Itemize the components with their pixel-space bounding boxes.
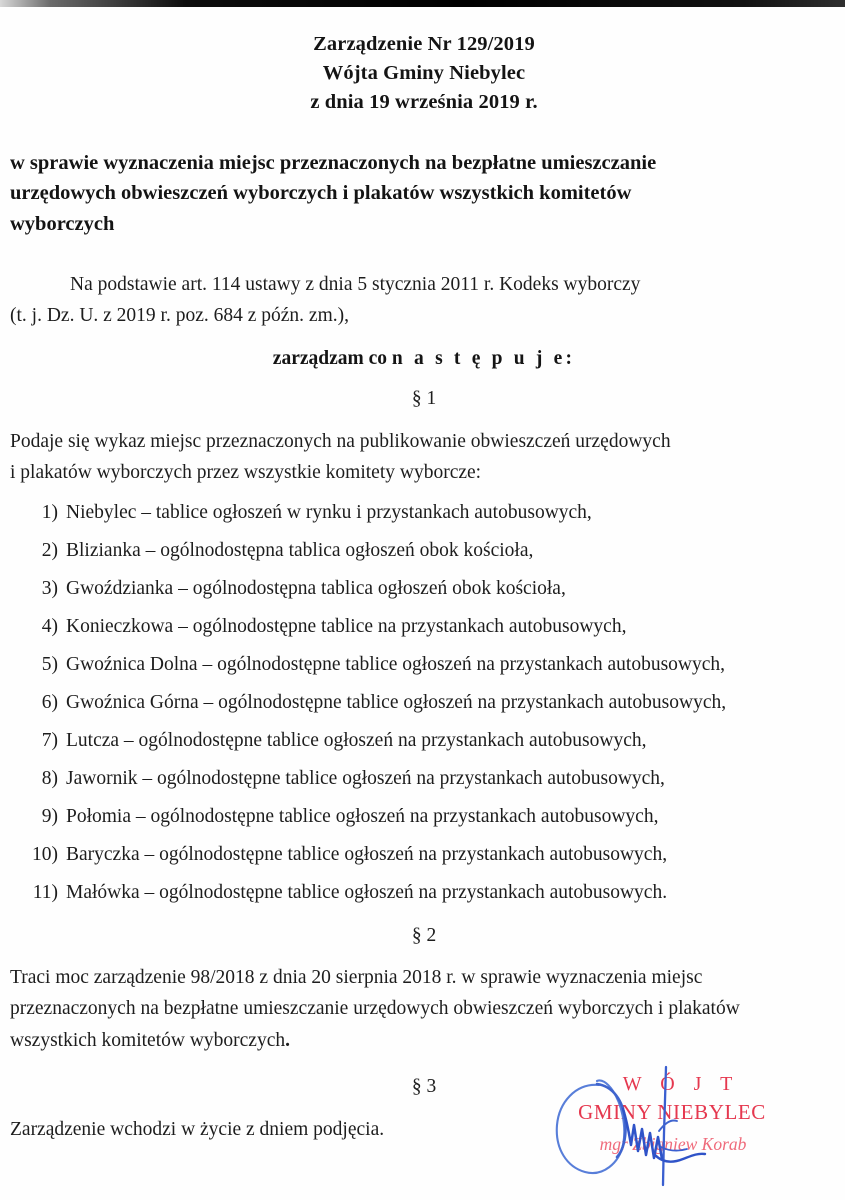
list-item-number: 9) xyxy=(41,806,58,828)
section-1-intro-line-2: i plakatów wyborczych przez wszystkie komitety wyborcze: xyxy=(10,462,482,484)
section-2-line-3 xyxy=(10,1025,838,1057)
list-item-number: 10) xyxy=(32,844,58,866)
scan-edge-artifact xyxy=(0,0,845,7)
section-2-line-3-period: . xyxy=(285,1029,290,1051)
section-1-intro xyxy=(10,426,838,489)
list-item-number: 7) xyxy=(41,730,58,752)
stamp-line-wojt: W Ó J T xyxy=(622,1073,740,1095)
subject-line-3: wyborczych xyxy=(10,212,115,235)
section-2-mark: § 2 xyxy=(411,924,437,946)
section-2-line-2: przeznaczonych na bezpłatne umieszczanie urzędowych obwieszczeń wyborczych i plakatów xyxy=(10,998,740,1020)
subject-line-2: urzędowych obwieszczeń wyborczych i plakatów wszystkich komitetów xyxy=(10,182,632,205)
section-2-line-1: Traci moc zarządzenie 98/2018 z dnia 20 sierpnia 2018 r. w sprawie wyznaczenia miejsc xyxy=(10,966,703,988)
list-item xyxy=(10,769,838,789)
stamp-text xyxy=(545,1073,795,1155)
list-item-text: Blizianka – ogólnodostępna tablica ogłoszeń obok kościoła, xyxy=(66,540,534,562)
document-content xyxy=(10,0,838,1146)
subject-line-1: w sprawie wyznaczenia miejsc przeznaczonych na bezpłatne umieszczanie xyxy=(10,152,657,175)
list-item-text: Połomia – ogólnodostępne tablice ogłoszeń na przystankach autobusowych, xyxy=(66,806,659,828)
list-item xyxy=(10,693,838,713)
section-2-body xyxy=(10,962,838,1057)
legal-basis-line-2: (t. j. Dz. U. z 2019 r. poz. 684 z późn. zm.), xyxy=(10,305,350,327)
list-item-number: 6) xyxy=(41,692,58,714)
list-item-text: Konieczkowa – ogólnodostępne tablice na przystankach autobusowych, xyxy=(66,616,627,638)
list-item xyxy=(10,503,838,523)
list-item-number: 4) xyxy=(41,616,58,638)
list-item-number: 2) xyxy=(41,540,58,562)
list-item-text: Małówka – ogólnodostępne tablice ogłoszeń na przystankach autobusowych. xyxy=(66,882,668,904)
list-item-text: Gwoździanka – ogólnodostępna tablica ogłoszeń obok kościoła, xyxy=(66,578,566,600)
enactment-prefix: zarządzam co xyxy=(272,347,392,369)
section-3-mark: § 3 xyxy=(411,1076,437,1098)
list-item-text: Baryczka – ogólnodostępne tablice ogłoszeń na przystankach autobusowych, xyxy=(66,844,668,866)
section-1-mark: § 1 xyxy=(411,387,437,409)
legal-basis-line-1: Na podstawie art. 114 ustawy z dnia 5 stycznia 2011 r. Kodeks wyborczy xyxy=(70,273,641,295)
list-item-number: 8) xyxy=(41,768,58,790)
list-item-text: Gwoźnica Górna – ogólnodostępne tablice ogłoszeń na przystankach autobusowych, xyxy=(66,692,727,714)
places-list xyxy=(10,503,838,903)
stamp-line-name: mgr Zbigniew Korab xyxy=(599,1134,747,1154)
legal-basis-paragraph xyxy=(10,269,838,332)
title-line-3: z dnia 19 września 2019 r. xyxy=(310,91,538,114)
document-subject xyxy=(10,148,838,238)
list-item xyxy=(10,617,838,637)
section-3-line-1: Zarządzenie wchodzi w życie z dniem podjęcia. xyxy=(10,1119,385,1141)
signature-stamp-block xyxy=(545,1073,795,1193)
enactment-clause xyxy=(10,348,838,370)
list-item xyxy=(10,807,838,827)
list-item xyxy=(10,883,838,903)
list-item xyxy=(10,579,838,599)
list-item xyxy=(10,731,838,751)
list-item-text: Jawornik – ogólnodostępne tablice ogłoszeń na przystankach autobusowych, xyxy=(66,768,665,790)
list-item xyxy=(10,541,838,561)
list-item-text: Gwoźnica Dolna – ogólnodostępne tablice ogłoszeń na przystankach autobusowych, xyxy=(66,654,726,676)
list-item xyxy=(10,655,838,675)
document-title xyxy=(10,30,838,117)
section-2-line-3-text: wszystkich komitetów wyborczych xyxy=(10,1029,286,1051)
list-item-number: 5) xyxy=(41,654,58,676)
title-line-2: Wójta Gminy Niebylec xyxy=(322,62,526,85)
title-line-1: Zarządzenie Nr 129/2019 xyxy=(313,33,535,55)
list-item xyxy=(10,845,838,865)
list-item-number: 1) xyxy=(41,502,58,524)
section-1-intro-line-1: Podaje się wykaz miejsc przeznaczonych na publikowanie obwieszczeń urzędowych xyxy=(10,430,671,452)
list-item-text: Niebylec – tablice ogłoszeń w rynku i przystankach autobusowych, xyxy=(66,502,592,524)
enactment-spaced-text: n a s t ę p u j e: xyxy=(391,347,576,369)
stamp-line-gmina: GMINY NIEBYLEC xyxy=(578,1100,766,1124)
list-item-number: 11) xyxy=(32,882,58,904)
list-item-text: Lutcza – ogólnodostępne tablice ogłoszeń na przystankach autobusowych, xyxy=(66,730,647,752)
list-item-number: 3) xyxy=(41,578,58,600)
